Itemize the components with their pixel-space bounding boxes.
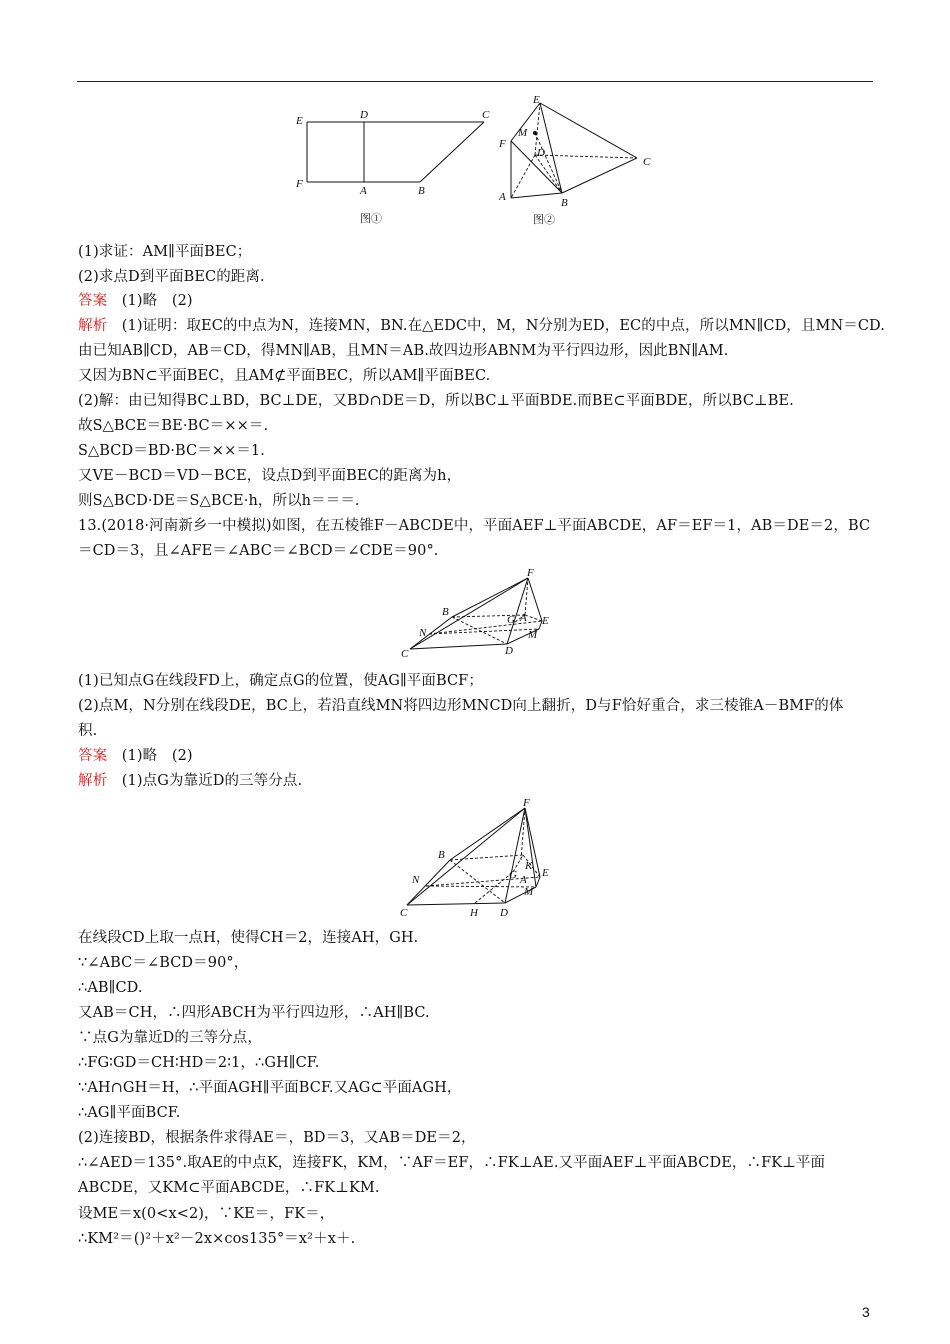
- fig4-label-M: M: [524, 886, 534, 898]
- text-line: 故S△BCE＝BE·BC＝××＝.: [78, 418, 269, 434]
- fig2-label-F: F: [499, 138, 506, 150]
- fig3-label-N: N: [419, 627, 427, 639]
- fig1-caption: 图①: [360, 213, 382, 225]
- text-line: 又AB＝CH，∴四形ABCH为平行四边形，∴AH∥BC.: [78, 1005, 430, 1021]
- fig3-label-B: B: [442, 606, 449, 618]
- fig1-label-C: C: [482, 109, 490, 121]
- fig2-caption: 图②: [533, 214, 555, 226]
- text-line: ∴∠AED＝135°.取AE的中点K，连接FK，KM，∵AF＝EF，∴FK⊥AE.又平面AEF⊥平面ABCDE，∴FK⊥平面: [78, 1155, 826, 1171]
- text-line: ∵∠ABC＝∠BCD＝90°，: [78, 955, 249, 971]
- text-line: ＝CD＝3，且∠AFE＝∠ABC＝∠BCD＝∠CDE＝90°.: [78, 543, 439, 559]
- answer-text: (1)略 (2): [107, 293, 193, 309]
- fig2-label-B: B: [561, 197, 568, 209]
- text-line: ∵AH∩GH＝H，∴平面AGH∥平面BCF.又AG⊂平面AGH，: [78, 1080, 462, 1096]
- analysis-text: (1)证明：取EC的中点为N，连接MN，BN.在△EDC中，M，N分别为ED，EC的中点，所以MN∥CD，且MN＝CD.: [107, 318, 885, 334]
- fig3-label-E: E: [542, 615, 549, 627]
- text-line: (2)求点D到平面BEC的距离.: [78, 269, 265, 285]
- text-line: 由已知AB∥CD，AB＝CD，得MN∥AB，且MN＝AB.故四边形ABNM为平行四边形，因此BN∥AM.: [78, 343, 729, 359]
- fig2-label-C: C: [643, 156, 651, 168]
- text-line: ∴AG∥平面BCF.: [78, 1105, 181, 1121]
- fig1-label-E: E: [296, 115, 303, 127]
- fig3-label-F: F: [527, 567, 534, 579]
- answer-line: [78, 747, 193, 765]
- fig4-label-N: N: [412, 874, 420, 886]
- fig1-label-B: B: [418, 185, 425, 197]
- answer-label: 答案: [78, 748, 108, 764]
- text-line: 则S△BCD·DE＝S△BCE·h，所以h＝＝＝.: [78, 493, 360, 509]
- text-line: ∴AB∥CD.: [78, 980, 143, 996]
- fig4-label-G: G: [509, 869, 517, 881]
- fig4-label-E: E: [542, 867, 549, 879]
- analysis-label: 解析: [78, 318, 108, 334]
- fig2-label-A: A: [499, 191, 506, 203]
- fig2-label-M: M: [518, 127, 528, 139]
- analysis-line: [78, 317, 885, 335]
- figure-1: [290, 105, 500, 230]
- figure-4: [395, 795, 565, 920]
- text-line: ABCDE，又KM⊂平面ABCDE，∴FK⊥KM.: [78, 1180, 380, 1196]
- fig2-label-D: D: [537, 147, 545, 159]
- text-line: 又VE－BCD＝VD－BCE，设点D到平面BEC的距离为h，: [78, 468, 462, 484]
- problem-13-line: 13.(2018·河南新乡一中模拟)如图，在五棱锥F－ABCDE中，平面AEF⊥平面ABCDE，AF＝EF＝1，AB＝DE＝2，BC: [78, 518, 871, 534]
- text-line: ∵点G为靠近D的三等分点，: [78, 1030, 263, 1046]
- analysis-label: 解析: [78, 773, 108, 789]
- fig3-label-A: A: [520, 612, 527, 624]
- fig1-label-D: D: [360, 109, 368, 121]
- fig4-label-B: B: [438, 849, 445, 861]
- answer-line: [78, 292, 193, 310]
- text-line: 积.: [78, 723, 98, 739]
- figure-2: [495, 93, 660, 230]
- analysis-line: [78, 772, 302, 790]
- analysis-text: (1)点G为靠近D的三等分点.: [107, 773, 303, 789]
- fig3-label-G: G: [507, 614, 515, 626]
- text-line: 又因为BN⊂平面BEC，且AM⊄平面BEC，所以AM∥平面BEC.: [78, 368, 491, 384]
- text-line: 在线段CD上取一点H，使得CH＝2，连接AH，GH.: [78, 930, 419, 946]
- fig2-label-E: E: [533, 94, 540, 106]
- fig3-label-C: C: [401, 648, 409, 660]
- fig3-label-M: M: [528, 629, 538, 641]
- text-line: (2)连接BD，根据条件求得AE＝，BD＝3，又AB＝DE＝2，: [78, 1130, 476, 1146]
- fig4-label-H: H: [470, 907, 478, 919]
- text-line: ∴FG∶GD＝CH∶HD＝2∶1，∴GH∥CF.: [78, 1055, 320, 1071]
- text-line: S△BCD＝BD·BC＝××＝1.: [78, 443, 265, 459]
- text-line: (1)已知点G在线段FD上，确定点G的位置，使AG∥平面BCF；: [78, 673, 483, 689]
- page-number: 3: [862, 1304, 870, 1320]
- fig1-label-F: F: [296, 178, 303, 190]
- figure-3: [395, 565, 565, 660]
- header-rule: [77, 81, 873, 82]
- text-line: (2)解：由已知得BC⊥BD，BC⊥DE，又BD∩DE＝D，所以BC⊥平面BDE.而BE⊂平面BDE，所以BC⊥BE.: [78, 393, 794, 409]
- fig4-label-C: C: [400, 907, 408, 919]
- answer-text: (1)略 (2): [107, 748, 193, 764]
- fig4-label-K: K: [525, 860, 533, 872]
- text-line: (2)点M，N分别在线段DE，BC上，若沿直线MN将四边形MNCD向上翻折，D与F恰好重合，求三棱锥A－BMF的体: [78, 698, 844, 714]
- fig4-label-D: D: [500, 907, 508, 919]
- fig4-label-A: A: [520, 874, 527, 886]
- fig4-label-F: F: [523, 797, 530, 809]
- text-line: ∴KM²＝()²＋x²－2x×cos135°＝x²＋x＋.: [78, 1231, 356, 1247]
- fig3-label-D: D: [505, 645, 513, 657]
- text-line: 设ME＝x(0<x<2)，∵KE＝，FK＝，: [78, 1206, 335, 1222]
- fig1-label-A: A: [360, 185, 367, 197]
- answer-label: 答案: [78, 293, 108, 309]
- text-line: (1)求证：AM∥平面BEC；: [78, 244, 252, 260]
